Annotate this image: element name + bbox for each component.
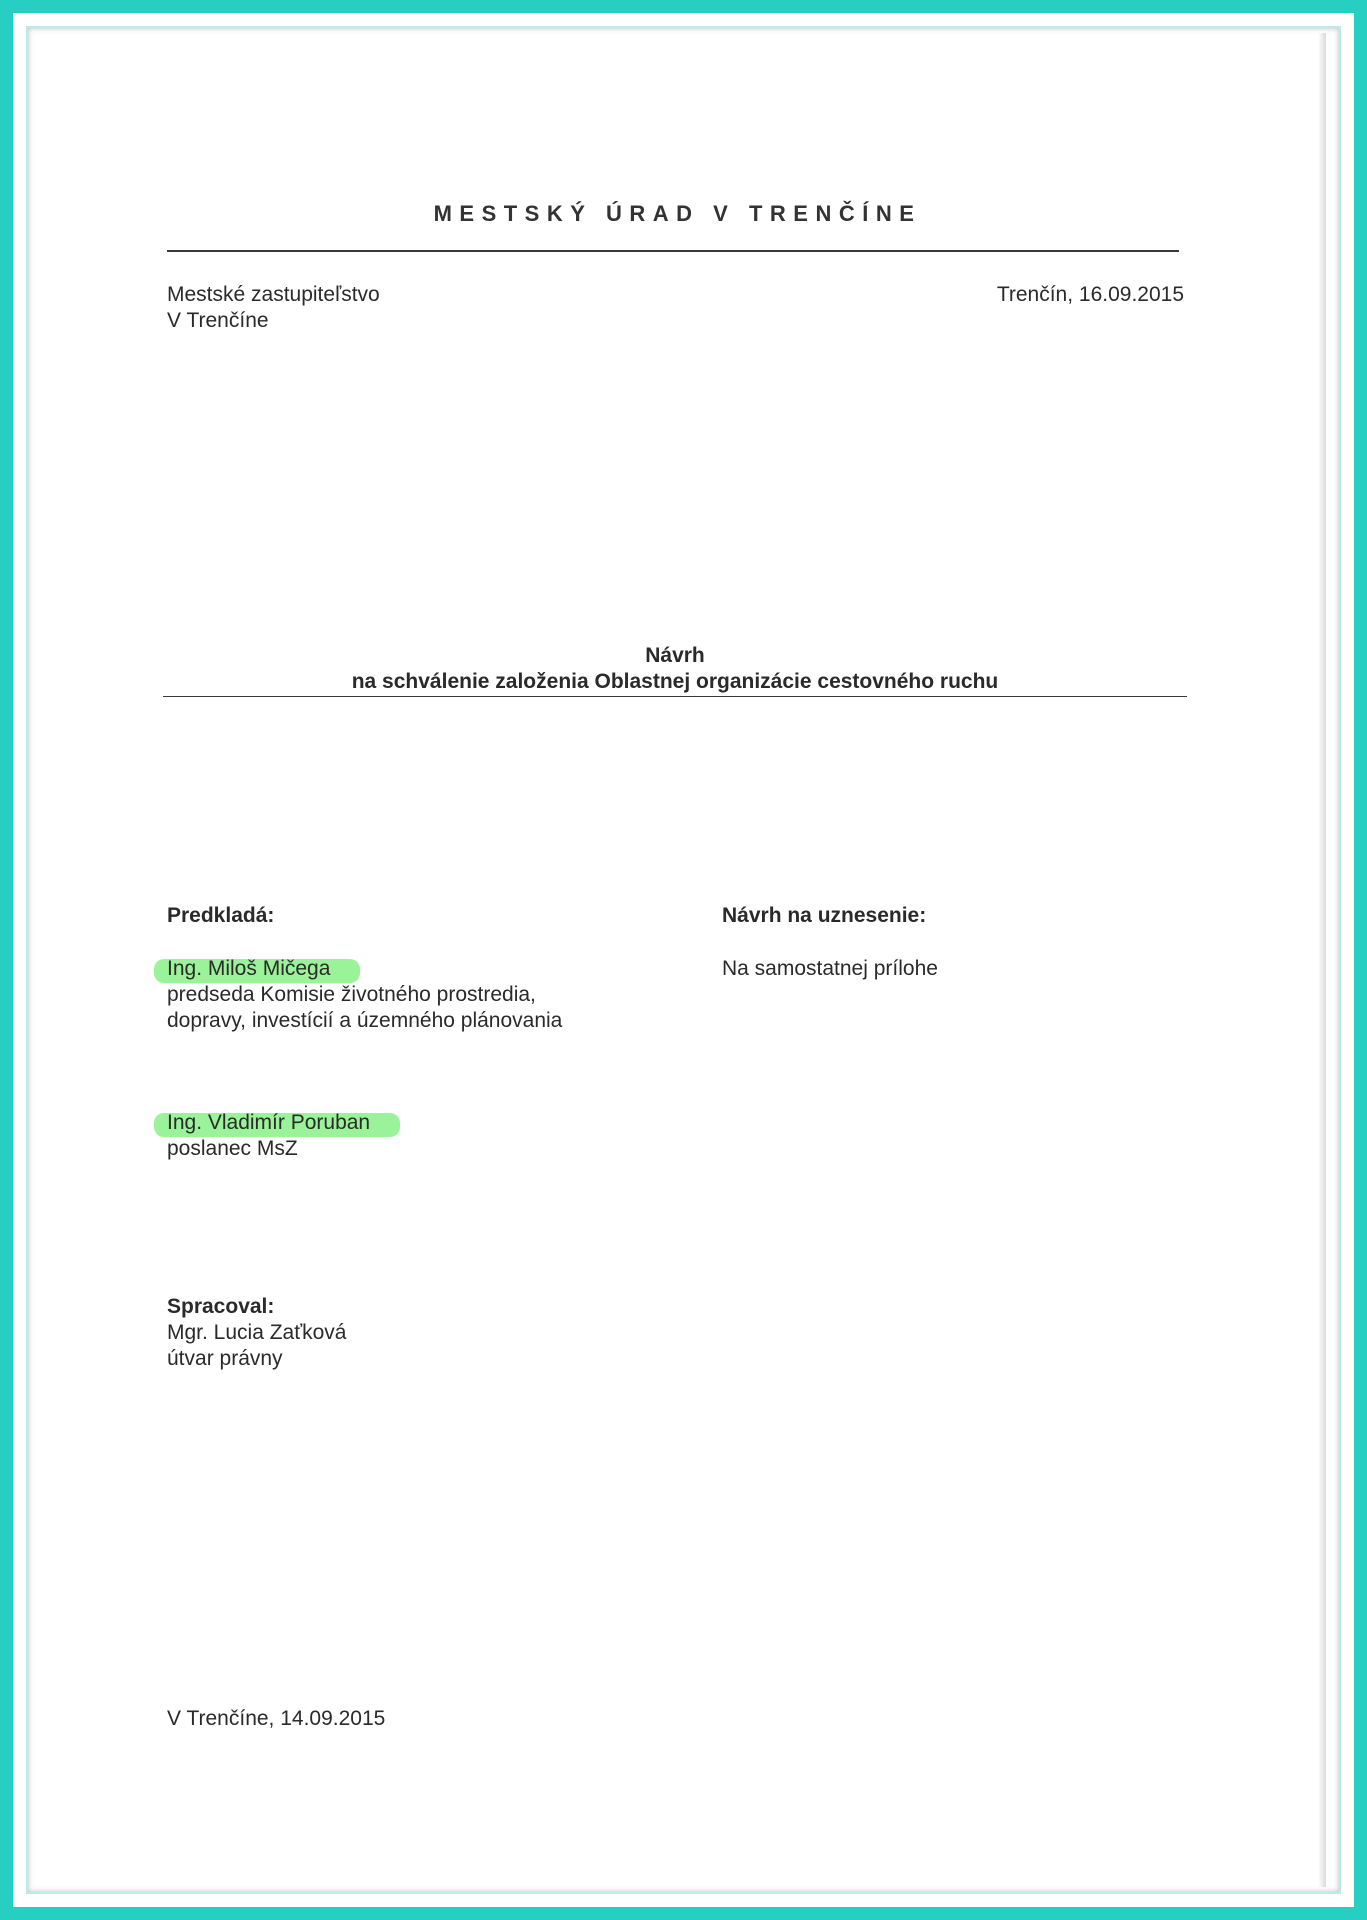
resolution-text: Na samostatnej prílohe [722, 957, 938, 980]
footer-place-date: V Trenčíne, 14.09.2015 [167, 1707, 386, 1730]
prepared-by-label: Spracoval: [167, 1295, 275, 1318]
submitter-1-role-line2: dopravy, investícií a územného plánovania [167, 1009, 563, 1032]
submitter-2-role: poslanec MsZ [167, 1137, 298, 1160]
document-heading [163, 643, 1187, 695]
addressee [167, 282, 380, 334]
header-rule [167, 250, 1179, 252]
document-date: Trenčín, 16.09.2015 [996, 283, 1184, 306]
submitter-2-name: Ing. Vladimír Poruban [167, 1111, 371, 1134]
submitter-2 [167, 1110, 370, 1162]
heading-rule [163, 696, 1187, 697]
heading-line1: Návrh [645, 644, 705, 667]
addressee-line2: V Trenčíne [167, 309, 269, 332]
submitter-1-role-line1: predseda Komisie životného prostredia, [167, 983, 536, 1006]
addressee-line1: Mestské zastupiteľstvo [167, 283, 380, 306]
submitter-1-name: Ing. Miloš Mičega [167, 957, 331, 980]
submitter-1 [167, 956, 562, 1034]
prepared-by [167, 1294, 346, 1372]
prepared-by-name: Mgr. Lucia Zaťková [167, 1321, 347, 1344]
office-title: MESTSKÝ ÚRAD V TRENČÍNE [433, 201, 922, 226]
heading-line2: na schválenie založenia Oblastnej organizácie cestovného ruchu [351, 670, 999, 693]
prepared-by-department: útvar právny [167, 1347, 283, 1370]
resolution-label: Návrh na uznesenie: [722, 904, 927, 927]
submitted-by-label: Predkladá: [167, 904, 275, 927]
